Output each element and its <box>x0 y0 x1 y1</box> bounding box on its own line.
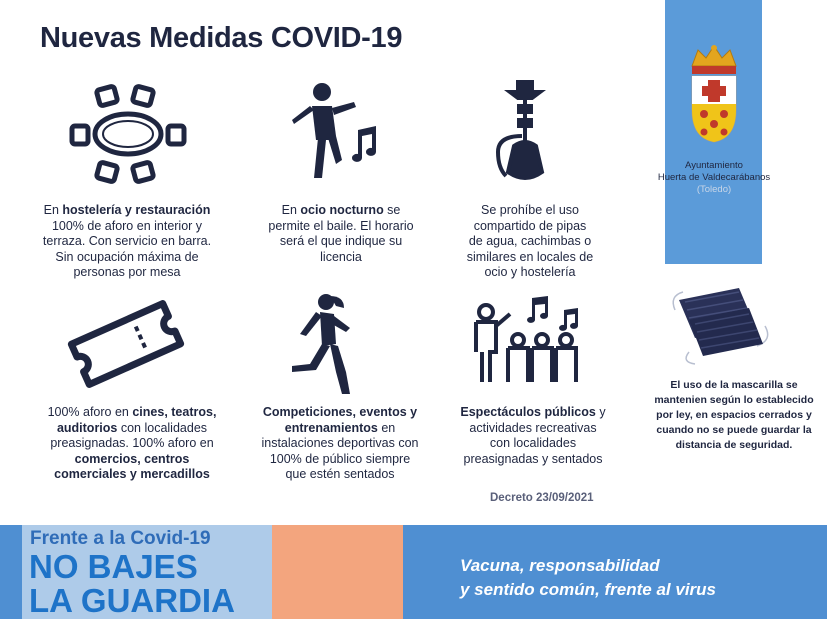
caption-text: será el que indique su <box>279 234 403 248</box>
caption-line <box>18 452 246 468</box>
caption-line <box>246 219 436 235</box>
caption-line <box>440 405 626 421</box>
caption-text: Sin ocupación máxima de <box>55 249 199 264</box>
caption-bold-text: entrenamientos <box>284 420 378 435</box>
caption-line <box>18 234 236 250</box>
caption-text: y <box>595 405 606 419</box>
caption-line <box>440 250 620 266</box>
town-hall-line1: Ayuntamiento <box>685 160 743 171</box>
measure-caption-hosteleria <box>18 203 236 281</box>
caption-bold-text: cines, teatros, <box>132 405 217 419</box>
caption-line <box>440 234 620 250</box>
caption-text: similares en locales de <box>466 249 594 264</box>
caption-text: permite el baile. El horario <box>268 218 414 233</box>
caption-line <box>18 405 246 421</box>
caption-line <box>238 421 442 437</box>
ticket-icon <box>62 296 190 392</box>
banner-subtitle: Frente a la Covid-19 <box>30 528 211 549</box>
measure-caption-ocio-nocturno <box>246 203 436 265</box>
caption-line <box>18 436 246 452</box>
caption-line <box>238 467 442 483</box>
measure-caption-cines <box>18 405 246 483</box>
caption-bold-text: auditorios <box>56 420 118 435</box>
caption-text: Se prohíbe el uso <box>481 203 579 217</box>
banner-headline-2: LA GUARDIA <box>29 582 235 619</box>
caption-text: se <box>383 203 401 217</box>
banner-slogan-2: y sentido común, frente al virus <box>460 580 717 599</box>
banner-orange-panel <box>272 525 403 619</box>
caption-bold-text: comercios, centros <box>74 451 190 466</box>
caption-text: En <box>281 203 301 217</box>
caption-line <box>18 467 246 483</box>
caption-line <box>238 452 442 468</box>
caption-bold-text: Espectáculos públicos <box>460 405 596 419</box>
hookah-icon <box>492 80 558 184</box>
caption-line <box>18 421 246 437</box>
dancer-icon <box>288 80 384 184</box>
coat-of-arms-icon <box>684 44 744 149</box>
measure-caption-espectaculos <box>440 405 626 467</box>
mask-note: El uso de la mascarilla se mantenien según lo establecido por ley, en espacios cerrados y cuando no se puede guardar la distancia de seguridad. <box>654 379 814 451</box>
runner-icon <box>286 290 372 398</box>
table-seating-icon <box>68 84 188 184</box>
caption-text: terraza. Con servicio en barra. <box>42 234 212 248</box>
caption-bold-text: comerciales y mercadillos <box>54 467 210 481</box>
banner-slogan-1: Vacuna, responsabilidad <box>460 556 660 575</box>
caption-line <box>440 265 620 281</box>
measure-caption-competiciones <box>238 405 442 483</box>
caption-text: preasignadas y sentados <box>463 451 603 466</box>
caption-text: en <box>377 420 396 435</box>
caption-bold-text: hostelería y restauración <box>62 203 211 217</box>
caption-line <box>440 219 620 235</box>
decree-date: Decreto 23/09/2021 <box>490 492 594 504</box>
caption-text: licencia <box>320 249 362 264</box>
caption-text: con localidades <box>117 420 208 435</box>
caption-text: instalaciones deportivas con <box>261 436 419 450</box>
town-hall-label <box>640 160 788 196</box>
caption-line <box>246 250 436 266</box>
caption-line <box>440 452 626 468</box>
caption-text: En <box>43 203 63 217</box>
caption-text: de agua, cachimbas o <box>468 234 592 248</box>
caption-line <box>440 203 620 219</box>
caption-line <box>246 234 436 250</box>
caption-line <box>18 265 236 281</box>
caption-line <box>18 219 236 235</box>
caption-line <box>238 436 442 452</box>
caption-line <box>18 203 236 219</box>
caption-bold-text: Competiciones, eventos y <box>262 405 418 419</box>
caption-line <box>238 405 442 421</box>
caption-line <box>440 421 626 437</box>
caption-line <box>246 203 436 219</box>
measure-caption-pipas <box>440 203 620 281</box>
caption-bold-text: ocio nocturno <box>300 203 384 217</box>
town-hall-line2: Huerta de Valdecarábanos <box>657 172 771 183</box>
caption-line <box>18 250 236 266</box>
caption-text: que estén sentados <box>285 467 395 481</box>
caption-text: actividades recreativas <box>469 420 597 435</box>
caption-text: con localidades <box>489 436 577 450</box>
caption-text: ocio y hostelería <box>484 265 576 279</box>
banner-headline-1: NO BAJES <box>29 548 198 585</box>
concert-audience-icon <box>466 296 586 384</box>
page-title: Nuevas Medidas COVID-19 <box>40 22 403 54</box>
town-hall-line3: (Toledo) <box>696 184 732 195</box>
caption-line <box>440 436 626 452</box>
caption-text: 100% aforo en <box>47 405 133 419</box>
caption-text: preasignadas. 100% aforo en <box>50 436 214 450</box>
face-mask-icon <box>669 286 771 371</box>
caption-text: personas por mesa <box>73 265 181 279</box>
caption-text: compartido de pipas <box>473 218 587 233</box>
caption-text: 100% de aforo en interior y <box>51 218 203 233</box>
caption-text: 100% de público siempre <box>269 451 411 466</box>
